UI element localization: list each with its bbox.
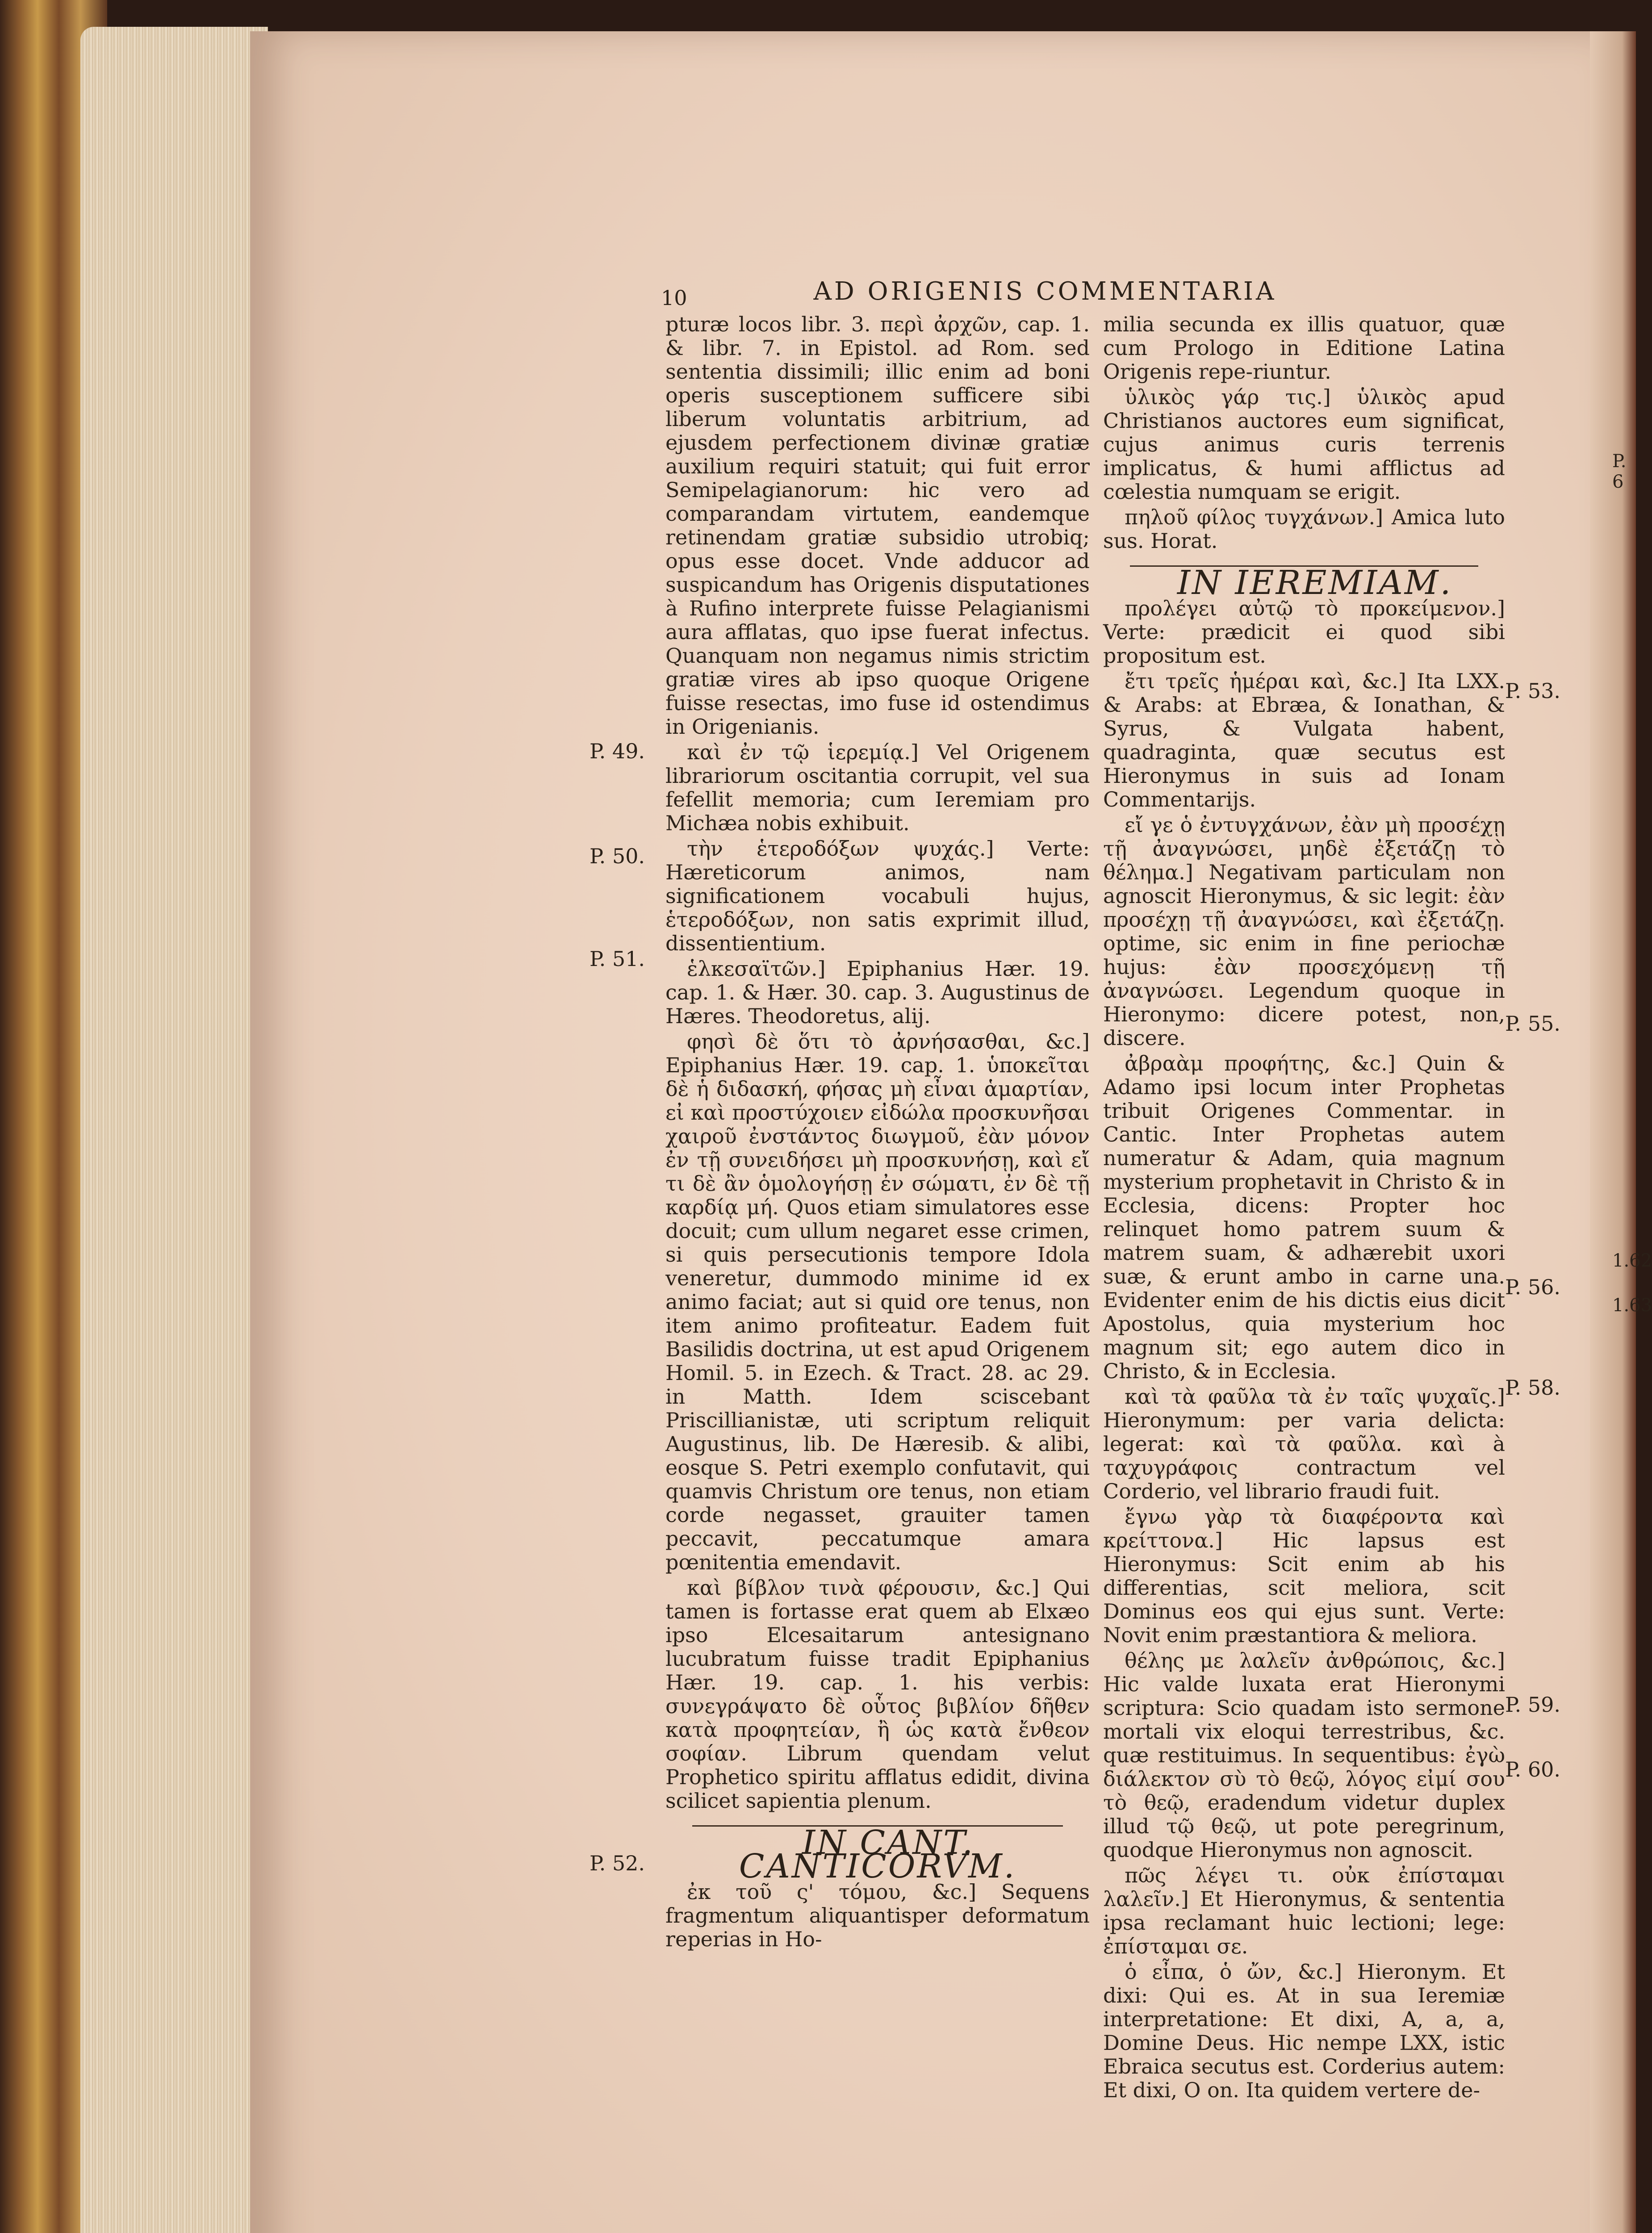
paragraph: ὑλικὸς γάρ τις.] ὑλικὸς apud Christianos auctores eum significat, cujus animus curis terrenis implicatus, & humi afflictus ad cœlestia numquam se erigit. <box>1103 385 1505 504</box>
paragraph: καὶ τὰ φαῦλα τὰ ἐν ταῖς ψυχαῖς.] Hieronymum: per varia delicta: legerat: καὶ τὰ φαῦλα. καὶ à ταχυγράφοις contractum vel Corderio, vel librario fraudi fuit. <box>1103 1384 1505 1503</box>
margin-page-ref: P. 50. <box>590 844 645 868</box>
margin-page-ref: P. 56. <box>1505 1275 1561 1299</box>
section-heading: IN IEREMIAM. <box>1177 564 1453 602</box>
paragraph: εἴ γε ὁ ἐντυγχάνων, ἐὰν μὴ προσέχῃ τῇ ἀναγνώσει, μηδὲ ἐξετάζῃ τὸ θέλημα.] Negativam particulam non agnoscit Hieronymus, & sic legit: ἐὰν προσέχῃ τῇ ἀναγνώσει, καὶ ἐξετάζῃ. optime, sic enim in fine periochæ hujus: ἐὰν προσεχόμενῃ τῇ ἀναγνώσει. Legendum quoque in Hieronymo: dicere potest, non, discere. <box>1103 813 1505 1050</box>
paragraph: ἔτι τρεῖς ἡμέραι καὶ, &c.] Ita LXX. & Arabs: at Ebræa, & Ionathan, & Syrus, & Vulgata habent, quadraginta, quæ secutus est Hieronymus in suis ad Ionam Commentarijs. <box>1103 669 1505 811</box>
page-stack-edge <box>80 27 268 2233</box>
paragraph: ἐκ τοῦ ς' τόμου, &c.] Sequens fragmentum aliquantisper deformatum reperias in Ho- <box>665 1880 1090 1951</box>
margin-page-ref: P. 49. <box>590 739 645 763</box>
paragraph: τὴν ἑτεροδόξων ψυχάς.] Verte: Hæreticorum animos, nam significationem vocabuli hujus, ἑτεροδόξων, non satis exprimit illud, dissentientium. <box>665 836 1090 955</box>
facing-page-margin-ref: P. 6 <box>1612 451 1627 492</box>
paragraph: καὶ βίβλον τινὰ φέρουσιν, &c.] Qui tamen is fortasse erat quem ab Elxæo ipso Elcesaitarum antesignano lucubratum fuisse tradit Epiphanius Hær. 19. cap. 1. his verbis: συνεγράψατο δὲ οὗτος βιβλίον δῆθεν κατὰ προφητείαν, ἢ ὡς κατὰ ἔνθεον σοφίαν. Librum quendam velut Prophetico spiritu afflatus edidit, divina scilicet sapientia plenum. <box>665 1576 1090 1813</box>
paragraph: φησὶ δὲ ὅτι τὸ ἀρνήσασθαι, &c.] Epiphanius Hær. 19. cap. 1. ὑποκεῖται δὲ ἡ διδασκή, φήσας μὴ εἶναι ἁμαρτίαν, εἰ καὶ προστύχοιεν εἰδώλα προσκυνῆσαι χαιροῦ ἐνστάντος διωγμοῦ, ἐὰν μόνον ἐν τῇ συνειδήσει μὴ προσκυνήσῃ, καὶ εἴ τι δὲ ἂν ὁμολογήσῃ ἐν σώματι, ἐν δὲ τῇ καρδίᾳ μή. Quos etiam simulatores esse docuit; cum ullum negaret esse crimen, si quis persecutionis tempore Idola veneretur, dummodo minime id ex animo faciat; aut si quid ore tenus, non item animo profiteatur. Eadem fuit Basilidis doctrina, ut est apud Origenem Homil. 5. in Ezech. & Tract. 28. ac 29. in Matth. Idem sciscebant Priscillianistæ, uti scriptum reliquit Augustinus, lib. De Hæresib. & alibi, eosque S. Petri exemplo confutavit, qui quamvis Christum ore tenus, non etiam corde negasset, grauiter tamen peccavit, peccatumque amara pœnitentia emendavit. <box>665 1029 1090 1574</box>
paragraph: προλέγει αὐτῷ τὸ προκείμενον.] Verte: prædicit ei quod sibi propositum est. <box>1103 596 1505 668</box>
paragraph: θέλης με λαλεῖν ἀνθρώποις, &c.] Hic valde luxata erat Hieronymi scriptura: Scio quadam isto sermone mortali vix eloqui terrestribus, &c. quæ restituimus. In sequentibus: ἐγὼ διάλεκτον σὺ τὸ θεῷ, λόγος εἰμί σου τὸ θεῷ, eradendum videtur duplex illud τῷ θεῷ, ut pote peregrinum, quodque Hieronymus non agnoscit. <box>1103 1648 1505 1862</box>
left-column <box>665 313 1090 1953</box>
margin-page-ref: P. 51. <box>590 947 645 971</box>
paragraph: πῶς λέγει τι. οὐκ ἐπίσταμαι λαλεῖν.] Et Hieronymus, & sententia ipsa reclamant huic lectioni; lege: ἐπίσταμαι σε. <box>1103 1863 1505 1958</box>
paragraph: ἔγνω γὰρ τὰ διαφέροντα καὶ κρείττονα.] Hic lapsus est Hieronymus: Scit enim ab his differentias, scit meliora, scit Dominus eos qui ejus sunt. Verte: Novit enim præstantiora & meliora. <box>1103 1505 1505 1647</box>
paragraph: ἑλκεσαϊτῶν.] Epiphanius Hær. 19. cap. 1. & Hær. 30. cap. 3. Augustinus de Hæres. Theodoretus, alij. <box>665 957 1090 1028</box>
right-column <box>1103 313 1505 2104</box>
facing-page-edge <box>1590 31 1636 2233</box>
section-heading: IN CANT. CANTICORVM. <box>739 1823 1016 1886</box>
margin-page-ref: P. 60. <box>1505 1757 1561 1781</box>
margin-page-ref: P. 59. <box>1505 1693 1561 1717</box>
paragraph: milia secunda ex illis quatuor, quæ cum Prologo in Editione Latina Origenis repe-riuntur. <box>1103 312 1505 384</box>
facing-page-margin-ref: 1.62 <box>1612 1250 1652 1271</box>
margin-page-ref: P. 58. <box>1505 1376 1561 1400</box>
paragraph: pturæ locos libr. 3. περὶ ἀρχῶν, cap. 1. & libr. 7. in Epistol. ad Rom. sed sententia dissimili; illic enim ad boni operis susceptionem sufficere sibi liberum voluntatis arbitrium, ad ejusdem perfectionem divinæ gratiæ auxilium requiri statuit; qui fuit error Semipelagianorum: hic vero ad comparandam virtutem, eandemque retinendam gratiæ subsidio utrobiq; opus esse docet. Vnde adducor ad suspicandum has Origenis disputationes à Rufino interprete fuisse Pelagianismi aura afflatas, quo ipse fuerat infectus. Quanquam non negamus nimis strictim gratiæ vires ab ipso quoque Origene fuisse resectas, imo fuse id ostendimus in Origenianis. <box>665 312 1090 739</box>
margin-page-ref: P. 55. <box>1505 1012 1561 1036</box>
running-head: AD ORIGENIS COMMENTARIA <box>813 277 1277 306</box>
facing-page-margin-ref: 1.63 <box>1612 1295 1652 1316</box>
paragraph: ὁ εἶπα, ὁ ὤν, &c.] Hieronym. Et dixi: Qui es. At in sua Ieremiæ interpretatione: Et dixi, A, a, a, Domine Deus. Hic nempe LXX, istic Ebraica secutus est. Corderius autem: Et dixi, O on. Ita quidem vertere de- <box>1103 1960 1505 2102</box>
paragraph: πηλοῦ φίλος τυγχάνων.] Amica luto sus. Horat. <box>1103 505 1505 553</box>
margin-page-ref: P. 52. <box>590 1851 645 1875</box>
paragraph: ἀβραὰμ προφήτης, &c.] Quin & Adamo ipsi locum inter Prophetas tribuit Origenes Commentar. in Cantic. Inter Prophetas autem numeratur & Adam, quia magnum mysterium prophetavit in Christo & in Ecclesia, dicens: Propter hoc relinquet homo patrem suum & matrem suam, & adhærebit uxori suæ, & erunt ambo in carne una. Evidenter enim de his dictis eius dicit Apostolus, quia mysterium hoc magnum sit; ego autem dico in Christo, & in Ecclesia. <box>1103 1051 1505 1383</box>
margin-page-ref: P. 53. <box>1505 679 1561 703</box>
page-number: 10 <box>661 286 687 310</box>
paragraph: καὶ ἐν τῷ ἱερεμίᾳ.] Vel Origenem librariorum oscitantia corrupit, vel sua fefellit memoria; cum Ieremiam pro Michæa nobis exhibuit. <box>665 740 1090 835</box>
